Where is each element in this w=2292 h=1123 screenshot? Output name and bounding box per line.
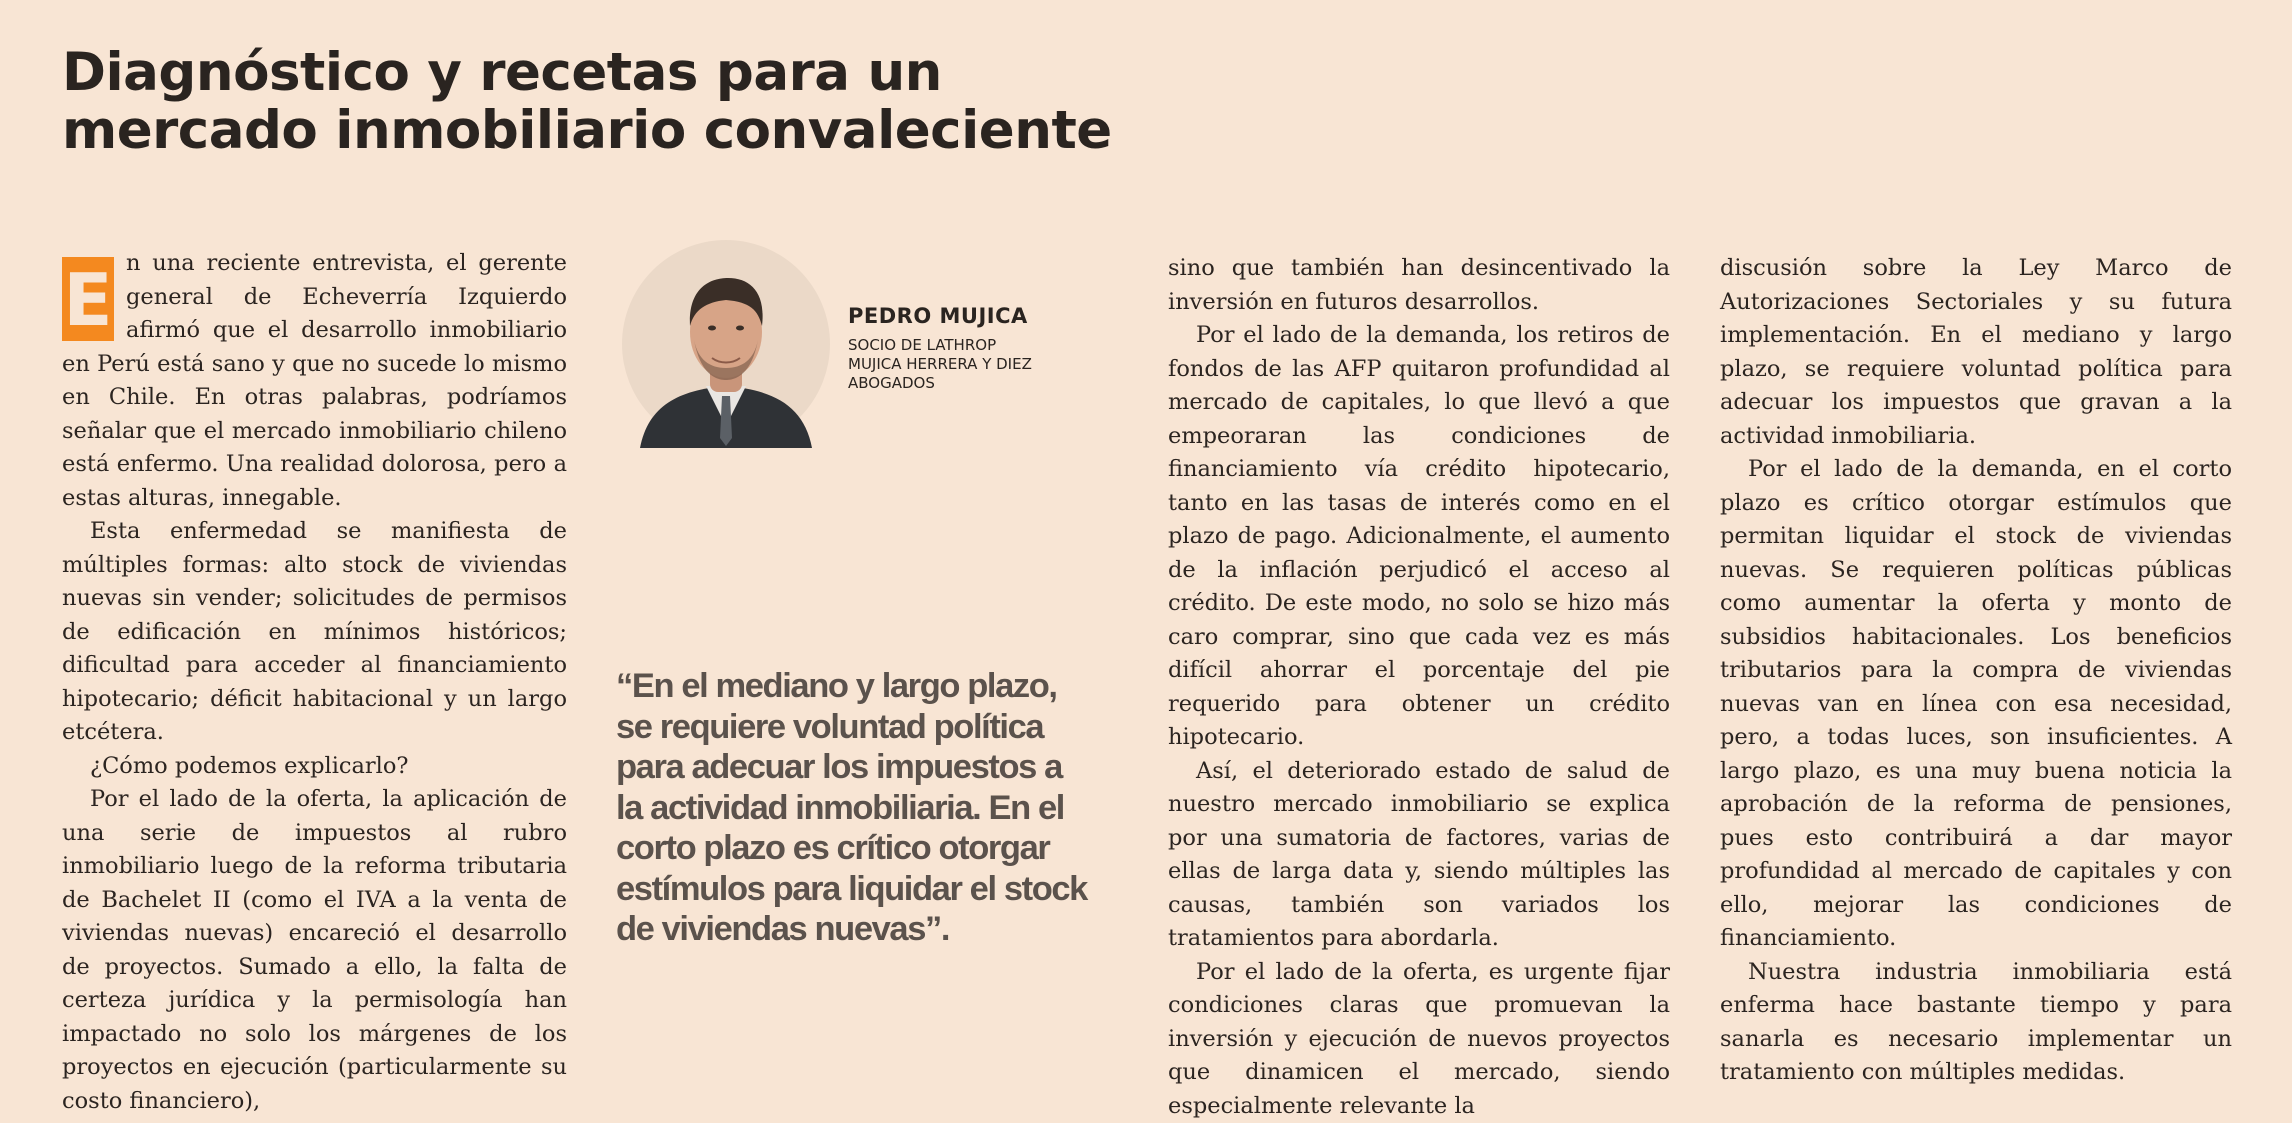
dropcap-letter bbox=[68, 263, 108, 335]
author-info bbox=[848, 304, 1048, 393]
paragraph: Por el lado de la demanda, los retiros de fondos de las AFP quitaron profundidad al mercado de capitales, lo que llevó a que empeoraran las condiciones de financiamiento vía crédito hipotecario, tanto en las tasas de interés como en el plazo de pago. Adicionalmente, el aumento de la inflación perjudicó el acceso al crédito. De este modo, no solo se hizo más caro comprar, sino que cada vez es más difícil ahorrar el porcentaje del pie requerido para obtener un crédito hipotecario. bbox=[1168, 319, 1670, 755]
paragraph: Por el lado de la oferta, la aplicación de una serie de impuestos al rubro inmobiliario luego de la reforma tributaria de Bachelet II (como el IVA a la venta de viviendas nuevas) encareció el desarrollo de proyectos. Sumado a ello, la falta de certeza jurídica y la permisología han impactado no solo los márgenes de los proyectos en ejecución (particularmente su costo financiero), bbox=[62, 783, 567, 1118]
paragraph: discusión sobre la Ley Marco de Autorizaciones Sectoriales y su futura implementación. En el mediano y largo plazo, se requiere voluntad política para adecuar los impuestos que gravan a la actividad inmobiliaria. bbox=[1720, 252, 2232, 453]
article-column-3 bbox=[1168, 252, 1670, 1123]
paragraph: ¿Cómo podemos explicarlo? bbox=[62, 750, 567, 784]
paragraph: sino que también han desincentivado la inversión en futuros desarrollos. bbox=[1168, 252, 1670, 319]
paragraph: Por el lado de la demanda, en el corto plazo es crítico otorgar estímulos que permitan liquidar el stock de viviendas nuevas. Se requieren políticas públicas como aumentar la oferta y monto de subsidios habitacionales. Los beneficios tributarios para la compra de viviendas nuevas van en línea con esa necesidad, pero, a todas luces, son insuficientes. A largo plazo, es una muy buena noticia la aprobación de la reforma de pensiones, pues esto contribuirá a dar mayor profundidad al mercado de capitales y con ello, mejorar las condiciones de financiamiento. bbox=[1720, 453, 2232, 956]
paragraph: Así, el deteriorado estado de salud de nuestro mercado inmobiliario se explica por una sumatoria de factores, varias de ellas de larga data y, siendo múltiples las causas, también son variados los tratamientos para abordarla. bbox=[1168, 755, 1670, 956]
pull-quote: “En el mediano y largo plazo, se requiere voluntad política para adecuar los impuestos a la actividad inmobiliaria. En el corto plazo es crítico otorgar estímulos para liquidar el stock de viviendas nuevas”. bbox=[616, 666, 1096, 950]
author-name: PEDRO MUJICA bbox=[848, 304, 1048, 328]
paragraph: n una reciente entrevista, el gerente general de Echeverría Izquierdo afirmó que el desarrollo inmobiliario en Perú está sano y que no sucede lo mismo en Chile. En otras palabras, podríamos señalar que el mercado inmobiliario chileno está enfermo. Una realidad dolorosa, pero a estas alturas, innegable. bbox=[62, 247, 567, 515]
author-portrait-illustration bbox=[622, 240, 830, 448]
headline-line-2: mercado inmobiliario convaleciente bbox=[62, 102, 1162, 160]
paragraph: Por el lado de la oferta, es urgente fijar condiciones claras que promuevan la inversión y ejecución de nuevos proyectos que dinamicen el mercado, siendo especialmente relevante la bbox=[1168, 956, 1670, 1123]
article-headline bbox=[62, 44, 1162, 160]
dropcap bbox=[62, 257, 114, 341]
author-role: SOCIO DE LATHROP MUJICA HERRERA Y DIEZ ABOGADOS bbox=[848, 336, 1048, 393]
svg-text:E: E bbox=[63, 258, 112, 342]
paragraph: Esta enfermedad se manifiesta de múltiples formas: alto stock de viviendas nuevas sin vender; solicitudes de permisos de edificación en mínimos históricos; dificultad para acceder al financiamiento hipotecario; déficit habitacional y un largo etcétera. bbox=[62, 515, 567, 750]
author-photo bbox=[622, 240, 830, 448]
paragraph: Nuestra industria inmobiliaria está enferma hace bastante tiempo y para sanarla es necesario implementar un tratamiento con múltiples medidas. bbox=[1720, 956, 2232, 1090]
headline-line-1: Diagnóstico y recetas para un bbox=[62, 44, 1162, 102]
article-column-1 bbox=[62, 247, 567, 1118]
article-column-4 bbox=[1720, 252, 2232, 1090]
